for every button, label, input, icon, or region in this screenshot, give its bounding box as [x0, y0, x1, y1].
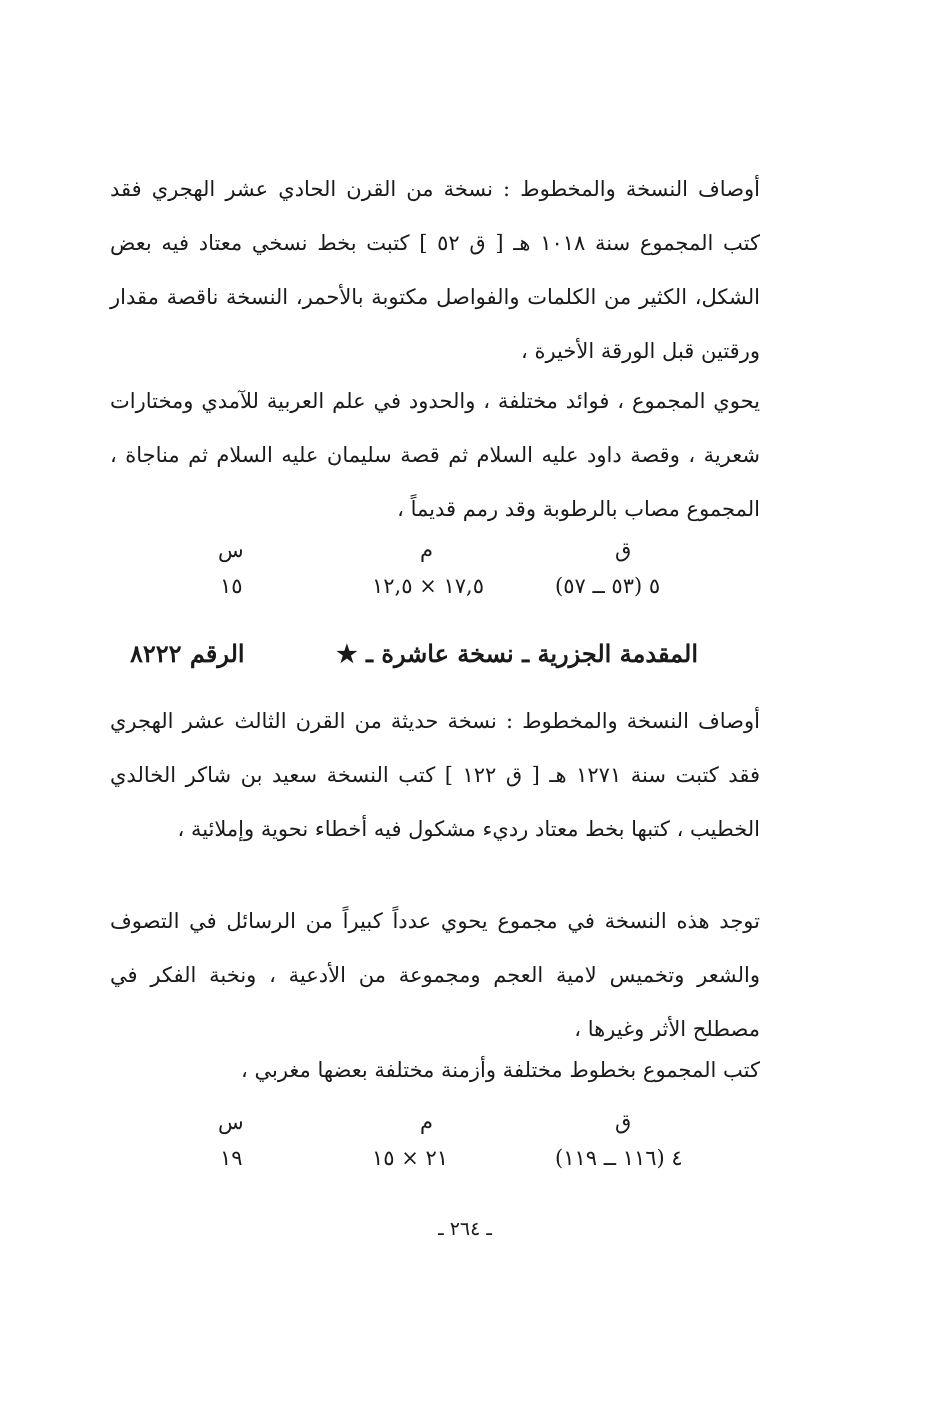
section-title: المقدمة الجزرية ـ نسخة عاشرة ـ ★: [336, 639, 698, 668]
previous-meta-table: [0, 535, 930, 605]
description-text: أوصاف النسخة والمخطوط : نسخة حديثة من القرن الثالث عشر الهجري فقد كتبت سنة ١٢٧١ هـ [ ق ١٢٢ ] كتب النسخة سعيد بن شاكر الخالدي الخطيب ، كتبها بخط معتاد رديء مشكول فيه أخطاء نحوية وإملائية ،: [110, 709, 760, 841]
meta-table: [0, 1107, 930, 1177]
description-paragraph: [110, 694, 760, 856]
previous-description-paragraph: [110, 162, 760, 378]
meta-q-label: ق: [615, 1110, 632, 1134]
previous-contents-text: يحوي المجموع ، فوائد مختلفة ، والحدود في علم العربية للآمدي ومختارات شعرية ، وقصة داود عليه السلام ثم قصة سليمان عليه السلام ثم مناجاة ، المجموع مصاب بالرطوبة وقد رمم قديماً ،: [110, 389, 760, 521]
page-number: ـ ٢٦٤ ـ: [438, 1218, 492, 1240]
meta-q-value: ٥ (٥٣ ــ ٥٧): [555, 574, 661, 598]
meta-q-label: ق: [615, 538, 632, 562]
note-text: كتب المجموع بخطوط مختلفة وأزمنة مختلفة بعضها مغربي ،: [241, 1058, 760, 1082]
contents-text: توجد هذه النسخة في مجموع يحوي عدداً كبيراً من الرسائل في التصوف والشعر وتخميس لامية العجم ومجموعة من الأدعية ، ونخبة الفكر في مصطلح الأثر وغيرها ،: [110, 909, 760, 1041]
meta-q-value: ٤ (١١٦ ــ ١١٩): [555, 1146, 683, 1170]
note-paragraph: [110, 1043, 760, 1097]
previous-contents-paragraph: [110, 374, 760, 536]
meta-m-value: ٢١ × ١٥: [372, 1146, 449, 1170]
meta-s-value: ١٩: [220, 1146, 243, 1170]
meta-s-label: س: [218, 538, 244, 562]
section-number: الرقم ٨٢٢٢: [130, 639, 245, 668]
contents-paragraph: [110, 894, 760, 1056]
previous-description-text: أوصاف النسخة والمخطوط : نسخة من القرن الحادي عشر الهجري فقد كتب المجموع سنة ١٠١٨ هـ [ ق ٥٢ ] كتبت بخط نسخي معتاد فيه بعض الشكل، الكثير من الكلمات والفواصل مكتوبة بالأحمر، النسخة ناقصة مقدار ورقتين قبل الورقة الأخيرة ،: [110, 177, 760, 363]
meta-m-label: م: [420, 538, 434, 562]
section-heading: [0, 630, 930, 678]
meta-s-value: ١٥: [220, 574, 243, 598]
meta-m-value: ١٧,٥ × ١٢,٥: [372, 574, 484, 598]
meta-s-label: س: [218, 1110, 244, 1134]
meta-m-label: م: [420, 1110, 434, 1134]
